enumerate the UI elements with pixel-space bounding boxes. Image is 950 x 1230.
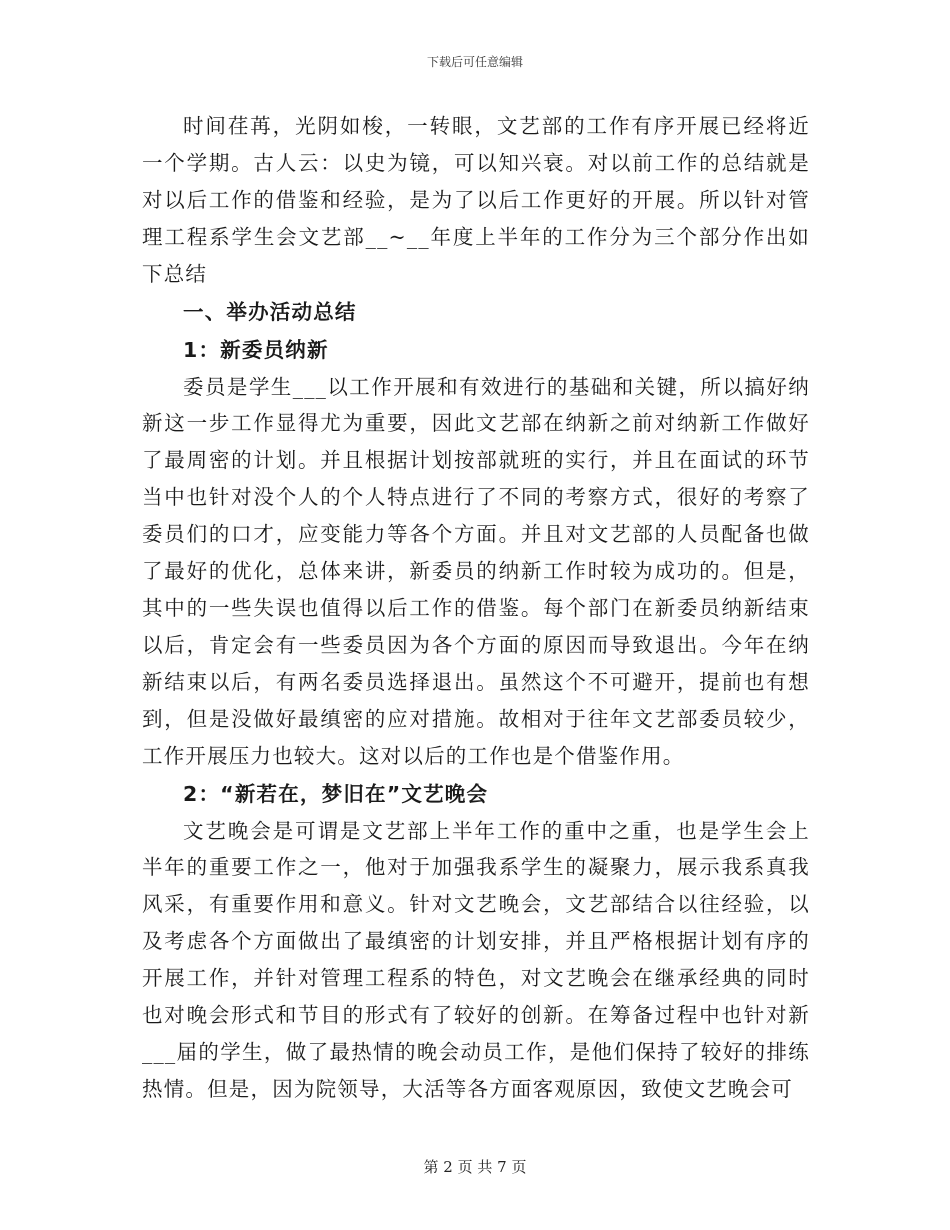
section-heading-activities: 一、举办活动总结 [183,299,357,324]
subheading-gala: 2：“新若在，梦旧在”文艺晚会 [183,781,489,806]
recruitment-paragraph: 委员是学生___以工作开展和有效进行的基础和关键，所以搞好纳新这一步工作显得尤为重要，因此文艺部在纳新之前对纳新工作做好了最周密的计划。并且根据计划按部就班的实行，并且在面试的环节当中也针对没个人的个人特点进行了不同的考察方式，很好的考察了委员们的口才，应变能力等各个方面。并且对文艺部的人员配备也做了最好的优化，总体来讲，新委员的纳新工作时较为成功的。但是，其中的一些失误也值得以后工作的借鉴。每个部门在新委员纳新结束以后，肯定会有一些委员因为各个方面的原因而导致退出。今年在纳新结束以后，有两名委员选择退出。虽然这个不可避开，提前也有想到，但是没做好最缜密的应对措施。故相对于往年文艺部委员较少，工作开展压力也较大。这对以后的工作也是个借鉴作用。 [142,374,810,768]
intro-paragraph: 时间荏苒，光阴如梭，一转眼，文艺部的工作有序开展已经将近一个学期。古人云：以史为镜，可以知兴衰。对以前工作的总结就是对以后工作的借鉴和经验，是为了以后工作更好的开展。所以针对管理工程系学生会文艺部__~__年度上半年的工作分为三个部分作出如下总结 [142,114,810,286]
gala-paragraph: 文艺晚会是可谓是文艺部上半年工作的重中之重，也是学生会上半年的重要工作之一，他对于加强我系学生的凝聚力，展示我系真我风采，有重要作用和意义。针对文艺晚会，文艺部结合以往经验，以及考虑各个方面做出了最缜密的计划安排，并且严格根据计划有序的开展工作，并针对管理工程系的特色，对文艺晚会在继承经典的同时也对晚会形式和节目的形式有了较好的创新。在筹备过程中也针对新___届的学生，做了最热情的晚会动员工作，是他们保持了较好的排练热情。但是，因为院领导，大活等各方面客观原因，致使文艺晚会可 [142,818,810,1101]
document-body [142,108,810,1108]
page-number: 第 2 页 共 7 页 [423,1158,527,1176]
subheading-recruitment: 1：新委员纳新 [183,337,329,362]
page-header-note: 下载后可任意编辑 [426,55,523,69]
